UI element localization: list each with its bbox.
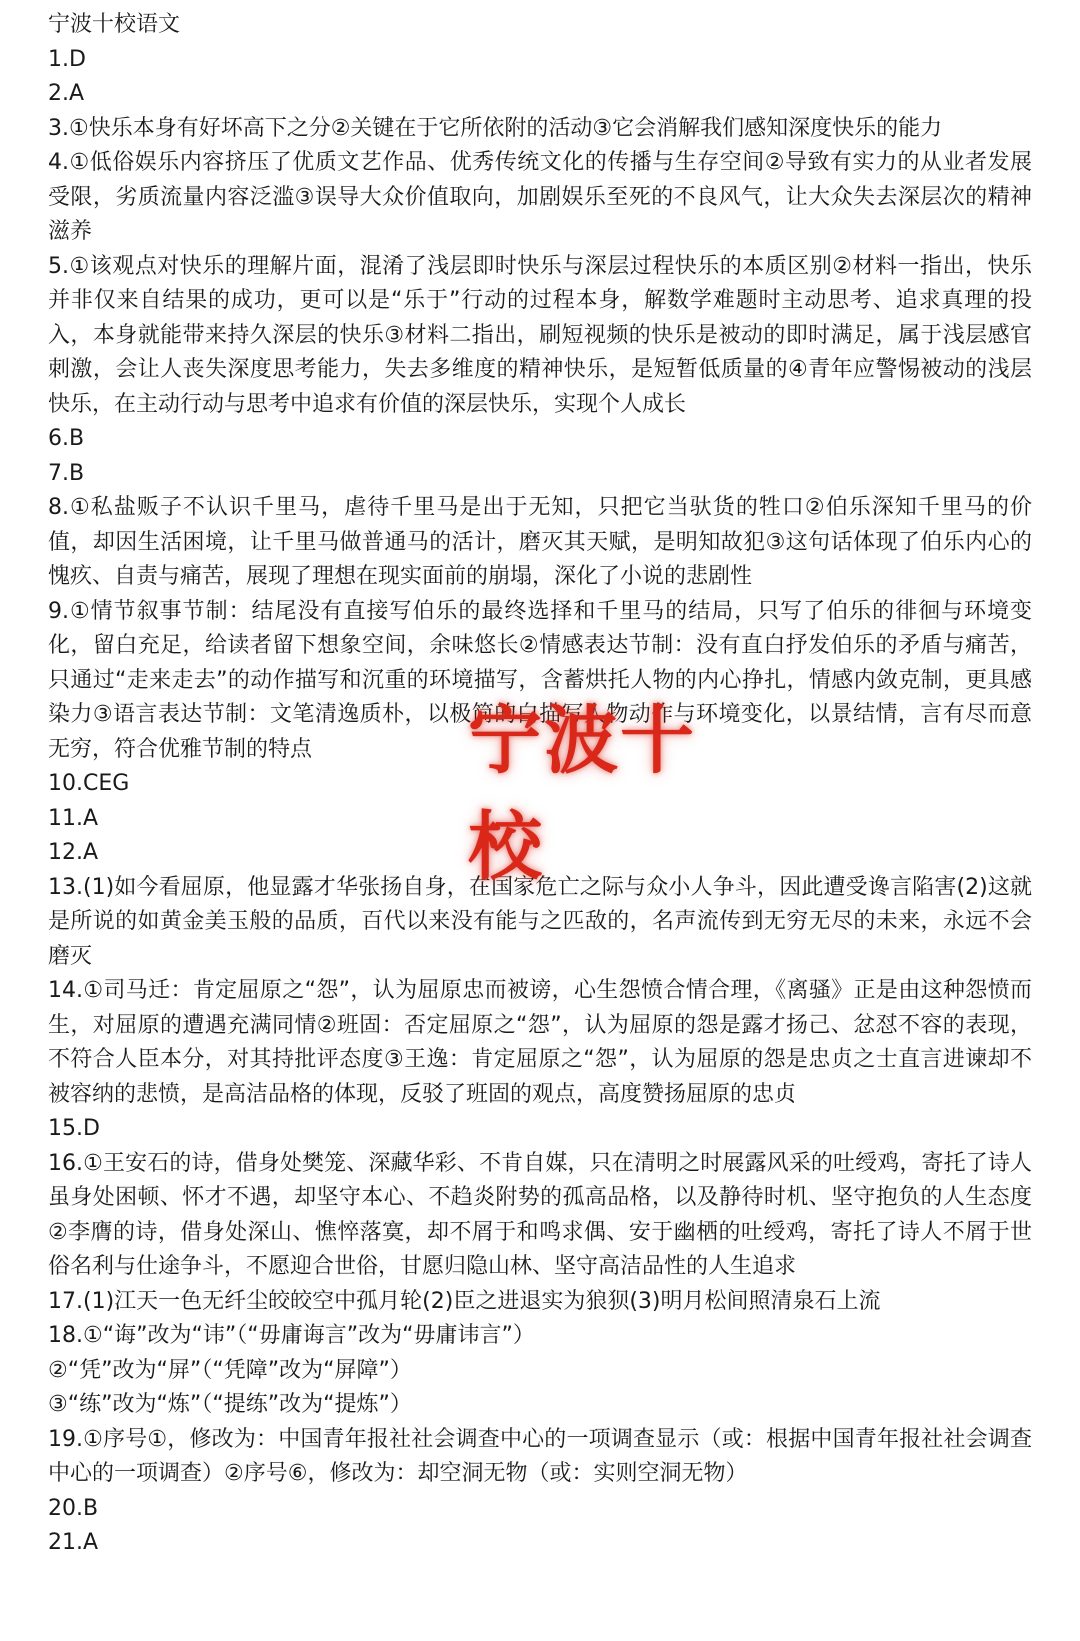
answer-line-6: 6.B xyxy=(48,426,85,451)
answer-line-8: 8.①私盐贩子不认识千里马，虐待千里马是出于无知，只把它当驮货的牲口②伯乐深知千里马的价值，却因生活困境，让千里马做普通马的活计，磨灭其天赋，是明知故犯③这句话体现了伯乐内心的愧疚、自责与痛苦，展现了理想在现实面前的崩塌，深化了小说的悲剧性 xyxy=(48,495,1032,589)
answer-line-18-3: ③“练”改为“炼”（“提练”改为“提炼”） xyxy=(48,1392,412,1417)
answer-line-18-1: 18.①“诲”改为“讳”（“毋庸诲言”改为“毋庸讳言”） xyxy=(48,1323,535,1348)
answer-line-17: 17.(1)江天一色无纤尘皎皎空中孤月轮(2)臣之进退实为狼狈(3)明月松间照清泉石上流 xyxy=(48,1288,881,1314)
answer-line-15: 15.D xyxy=(48,1116,100,1141)
answer-line-13: 13.(1)如今看屈原，他显露才华张扬自身，在国家危亡之际与众小人争斗，因此遭受谗言陷害(2)这就是所说的如黄金美玉般的品质，百代以来没有能与之匹敌的，名声流传到无穷无尽的未来，永远不会磨灭 xyxy=(48,874,1032,969)
watermark-stamp: 宁波十校 xyxy=(468,698,696,890)
answer-line-1: 1.D xyxy=(48,46,86,72)
answer-line-4: 4.①低俗娱乐内容挤压了优质文艺作品、优秀传统文化的传播与生存空间②导致有实力的从业者发展受限，劣质流量内容泛滥③误导大众价值取向，加剧娱乐至死的不良风气，让大众失去深层次的精神滋养 xyxy=(48,150,1032,244)
answer-line-2: 2.A xyxy=(48,81,85,106)
answer-line-7: 7.B xyxy=(48,460,85,486)
document-title: 宁波十校语文 xyxy=(48,12,181,37)
answer-line-5: 5.①该观点对快乐的理解片面，混淆了浅层即时快乐与深层过程快乐的本质区别②材料一指出，快乐并非仅来自结果的成功，更可以是“乐于”行动的过程本身，解数学难题时主动思考、追求真理的投入，本身就能带来持久深层的快乐③材料二指出，刷短视频的快乐是被动的即时满足，属于浅层感官刺激，会让人丧失深度思考能力，失去多维度的精神快乐，是短暂低质量的④青年应警惕被动的浅层快乐，在主动行动与思考中追求有价值的深层快乐，实现个人成长 xyxy=(48,253,1032,417)
answer-line-20: 20.B xyxy=(48,1495,99,1521)
answer-line-19: 19.①序号①，修改为：中国青年报社社会调查中心的一项调查显示（或：根据中国青年报社社会调查中心的一项调查）②序号⑥，修改为：却空洞无物（或：实则空洞无物） xyxy=(48,1426,1032,1486)
answer-line-9: 9.①情节叙事节制：结尾没有直接写伯乐的最终选择和千里马的结局，只写了伯乐的徘徊与环境变化，留白充足，给读者留下想象空间，余味悠长②情感表达节制：没有直白抒发伯乐的矛盾与痛苦，只通过“走来走去”的动作描写和沉重的环境描写，含蓄烘托人物的内心挣扎，情感内敛克制，更具感染力③语言表达节制：文笔清逸质朴，以极简的白描写人物动作与环境变化，以景结情，言有尽而意无穷，符合优雅节制的特点 xyxy=(48,598,1032,762)
answer-line-14: 14.①司马迁：肯定屈原之“怨”，认为屈原忠而被谤，心生怨愤合情合理，《离骚》正是由这种怨愤而生，对屈原的遭遇充满同情②班固：否定屈原之“怨”，认为屈原的怨是露才扬己、忿怼不容的表现，不符合人臣本分，对其持批评态度③王逸：肯定屈原之“怨”，认为屈原的怨是忠贞之士直言进谏却不被容纳的悲愤，是高洁品格的体现，反驳了班固的观点，高度赞扬屈原的忠贞 xyxy=(48,978,1032,1107)
answer-line-18-2: ②“凭”改为“屏”（“凭障”改为“屏障”） xyxy=(48,1357,412,1383)
answer-line-11: 11.A xyxy=(48,805,99,831)
answer-line-21: 21.A xyxy=(48,1530,99,1555)
answer-line-12: 12.A xyxy=(48,840,99,865)
answer-line-3: 3.①快乐本身有好坏高下之分②关键在于它所依附的活动③它会消解我们感知深度快乐的能力 xyxy=(48,115,943,141)
answer-line-10: 10.CEG xyxy=(48,771,130,796)
answer-line-16: 16.①王安石的诗，借身处樊笼、深藏华彩、不肯自媒，只在清明之时展露风采的吐绶鸡，寄托了诗人虽身处困顿、怀才不遇，却坚守本心、不趋炎附势的孤高品格，以及静待时机、坚守抱负的人生态度②李膺的诗，借身处深山、憔悴落寞，却不屑于和鸣求偶、安于幽栖的吐绶鸡，寄托了诗人不屑于世俗名利与仕途争斗，不愿迎合世俗，甘愿归隐山林、坚守高洁品性的人生追求 xyxy=(48,1150,1032,1279)
answer-document xyxy=(48,8,1032,1561)
